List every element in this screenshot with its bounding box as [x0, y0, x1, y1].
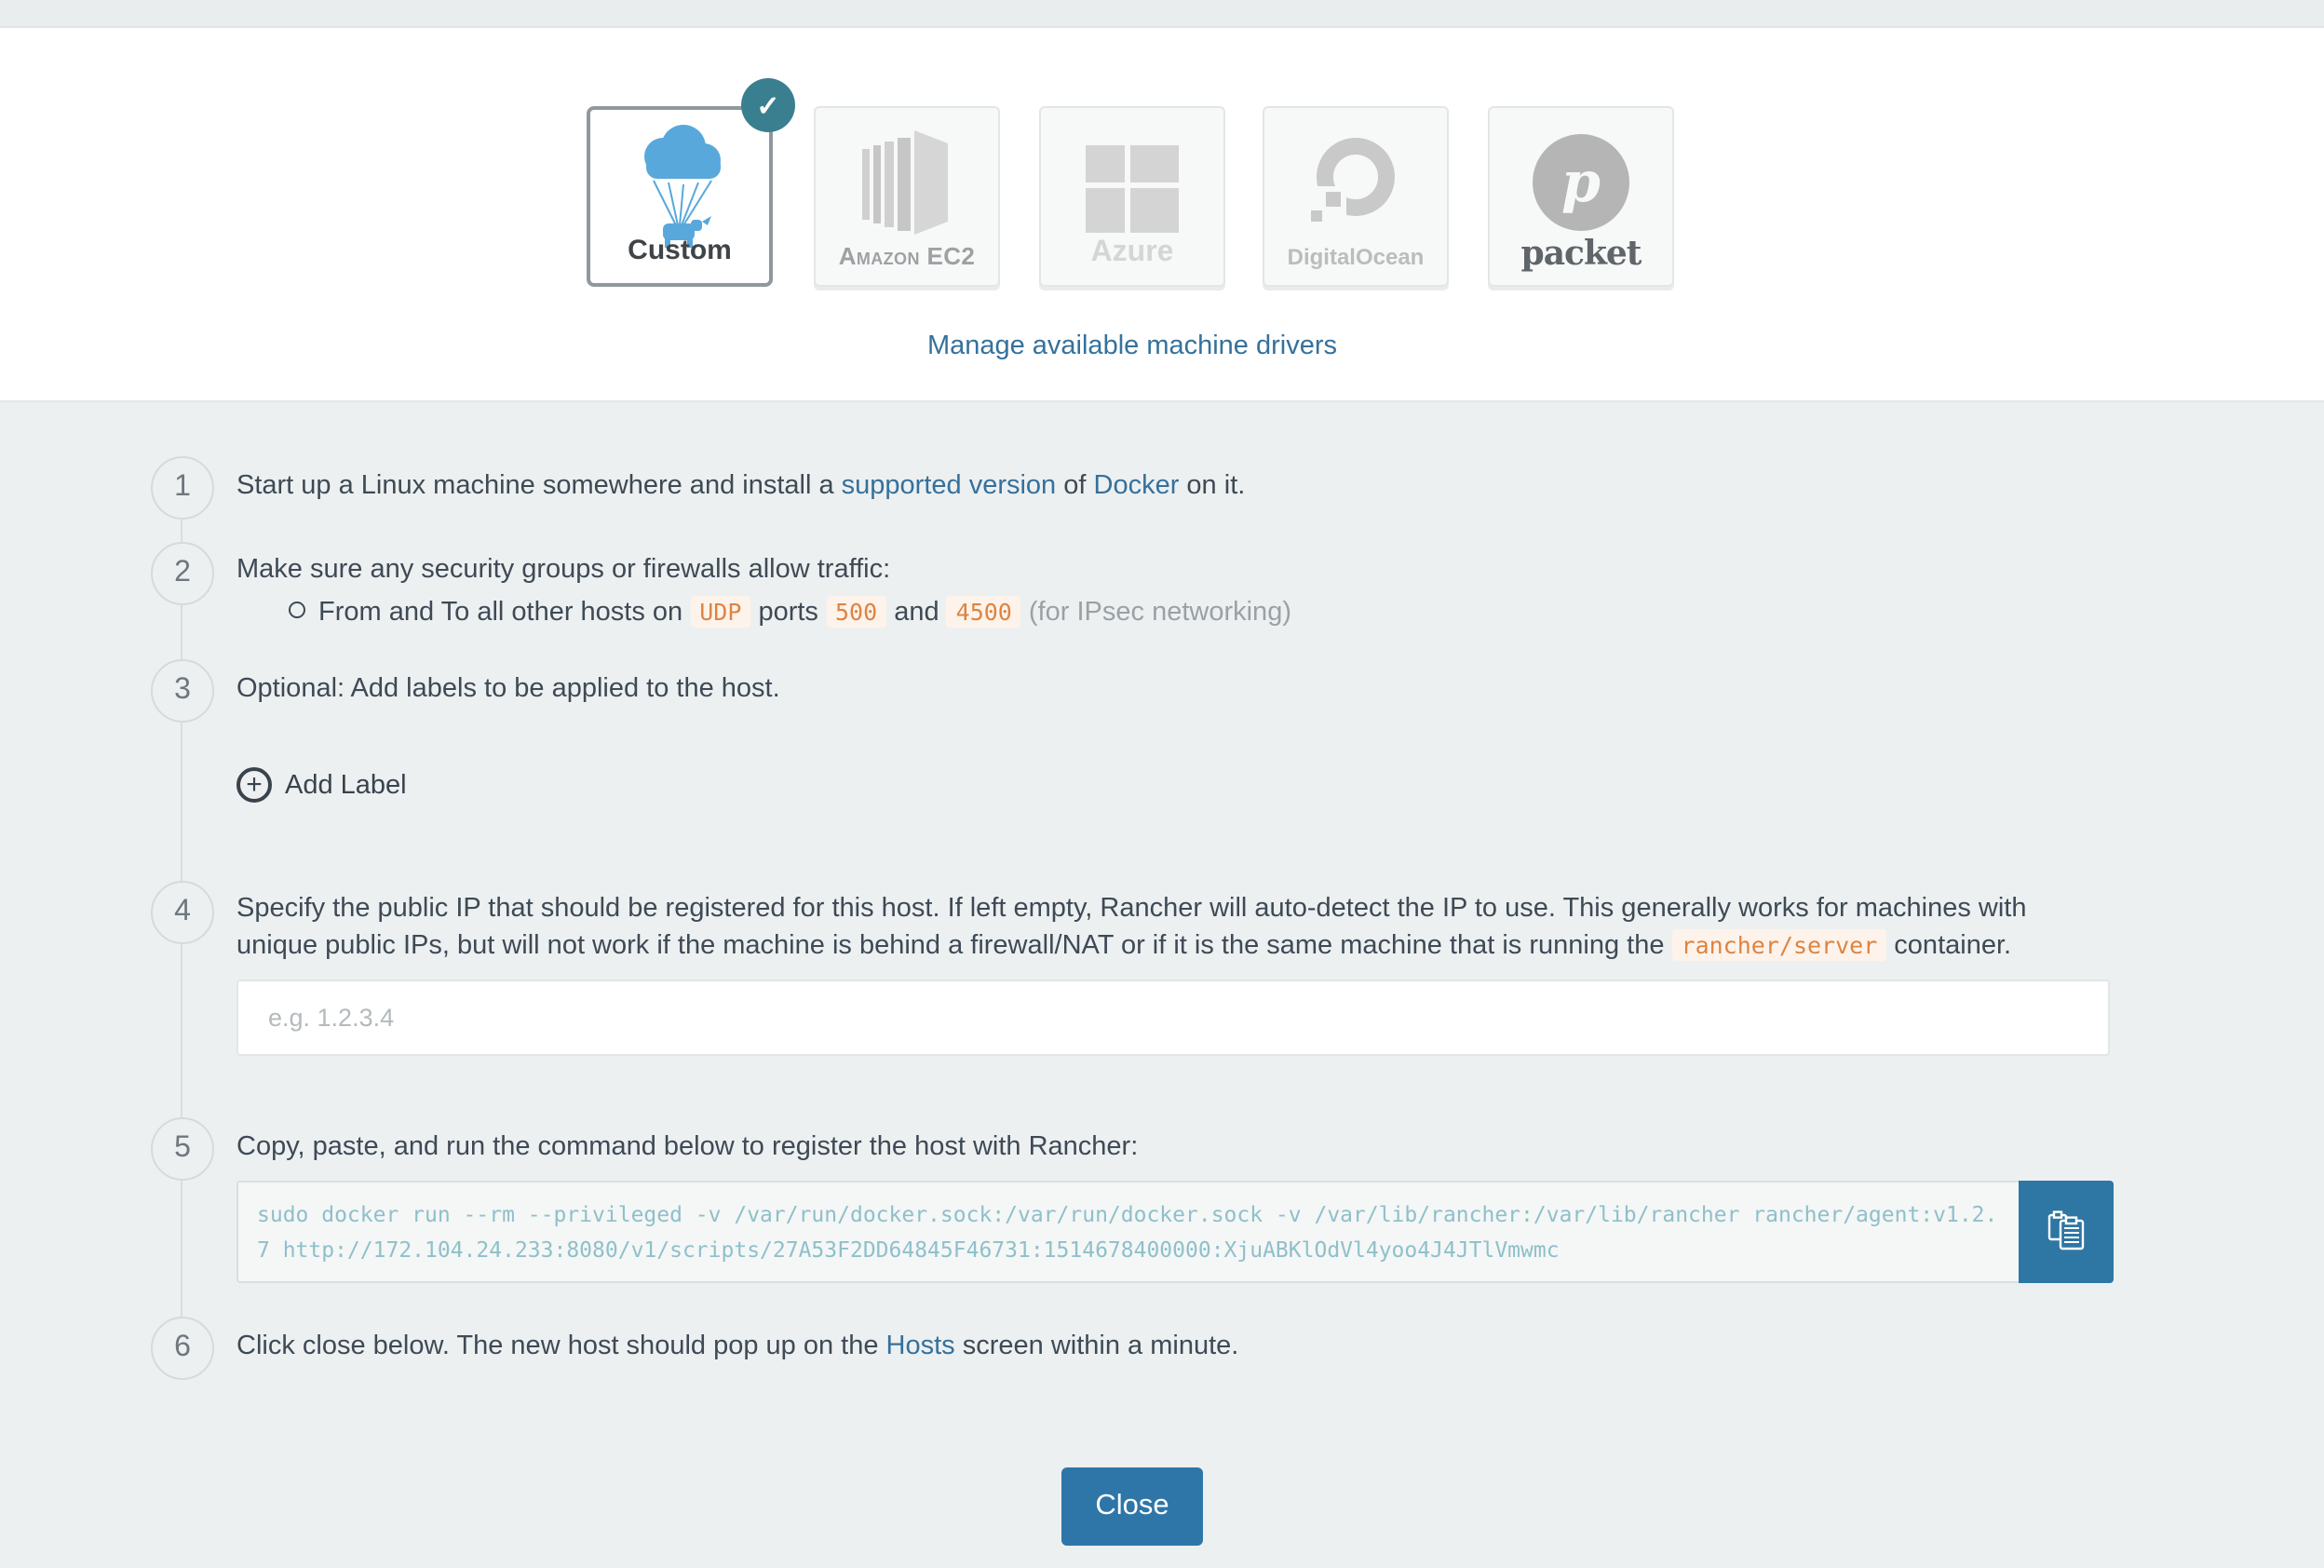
bullet-mid2: and — [886, 598, 947, 628]
step-4-post: container. — [1886, 931, 2012, 961]
bullet-mid1: ports — [750, 598, 826, 628]
bullet-pre: From and To all other hosts on — [318, 598, 691, 628]
step-4-text — [236, 890, 2110, 965]
digitalocean-logo-icon — [1264, 119, 1447, 216]
driver-label: Custom — [628, 235, 732, 266]
driver-label: Amazon EC2 — [838, 242, 976, 270]
driver-card-custom[interactable] — [587, 106, 773, 287]
step-6-pre: Click close below. The new host should pop up on the — [236, 1331, 886, 1361]
step-1-mid: of — [1056, 471, 1094, 501]
add-label-text: Add Label — [285, 770, 407, 800]
rancher-cloud-logo-icon — [590, 121, 769, 248]
step-5-text: Copy, paste, and run the command below to register the host with Rancher: — [236, 1132, 1139, 1162]
supported-version-link[interactable]: supported version — [841, 471, 1057, 501]
driver-label: packet — [1520, 235, 1642, 274]
packet-logo-icon: p — [1490, 119, 1672, 231]
step-number-3: 3 — [151, 659, 214, 723]
udp-chip: UDP — [690, 596, 750, 628]
public-ip-input[interactable] — [236, 980, 2110, 1056]
driver-card-packet[interactable] — [1488, 106, 1674, 287]
driver-label: Azure — [1090, 237, 1174, 268]
port-4500-chip: 4500 — [947, 596, 1021, 628]
step-number-6: 6 — [151, 1317, 214, 1380]
close-button[interactable]: Close — [1061, 1467, 1203, 1546]
plus-circle-icon: + — [236, 767, 272, 803]
azure-logo-icon — [1041, 119, 1223, 233]
step-1-post: on it. — [1179, 471, 1246, 501]
hosts-link[interactable]: Hosts — [885, 1331, 955, 1361]
clipboard-icon — [2047, 1208, 2086, 1256]
step-1-pre: Start up a Linux machine somewhere and install a — [236, 471, 842, 501]
docker-link[interactable]: Docker — [1093, 471, 1180, 501]
check-icon: ✓ — [741, 78, 795, 132]
step-number-1: 1 — [151, 456, 214, 520]
step-number-5: 5 — [151, 1117, 214, 1181]
step-4-pre: Specify the public IP that should be registered for this host. If left empty, Rancher will auto-detect the IP to use. This generally works for machines with unique public IPs, but will not work if the machine is behind a firewall/NAT or if it is the same machine that is running the — [236, 894, 2027, 961]
step-6-post: screen within a minute. — [954, 1331, 1239, 1361]
add-label-button[interactable] — [236, 767, 407, 803]
step-2-heading: Make sure any security groups or firewalls allow traffic: — [236, 555, 891, 585]
top-strip — [0, 0, 2324, 28]
step-6-text — [236, 1328, 1238, 1365]
ipsec-note: (for IPsec networking) — [1020, 598, 1291, 628]
step-2-text — [236, 551, 1291, 631]
driver-card-digitalocean[interactable] — [1263, 106, 1449, 287]
step-3-text: Optional: Add labels to be applied to the host. — [236, 674, 780, 704]
registration-command-box: sudo docker run --rm --privileged -v /var/run/docker.sock:/var/run/docker.sock -v /var/lib/rancher:/var/lib/rancher rancher/agent:v1.2.7 http://172.104.24.233:8080/v1/scripts/27A53F2DD64845F46731:1514678400000:XjuABKlOdVl4yoo4J4JTlVmwmc — [236, 1181, 2019, 1283]
step-number-2: 2 — [151, 542, 214, 605]
driver-card-azure[interactable] — [1039, 106, 1225, 287]
step-1-text — [236, 467, 1245, 505]
step-number-4: 4 — [151, 881, 214, 944]
driver-card-amazon-ec2[interactable] — [814, 106, 1000, 287]
copy-command-button[interactable] — [2019, 1181, 2114, 1283]
step-2-bullet — [236, 594, 1291, 631]
manage-machine-drivers-link[interactable]: Manage available machine drivers — [926, 331, 1338, 361]
amazon-ec2-logo-icon — [816, 130, 998, 235]
port-500-chip: 500 — [826, 596, 886, 628]
driver-label: DigitalOcean — [1287, 244, 1425, 270]
rancher-server-chip: rancher/server — [1672, 929, 1887, 961]
circle-bullet-icon — [289, 602, 305, 618]
